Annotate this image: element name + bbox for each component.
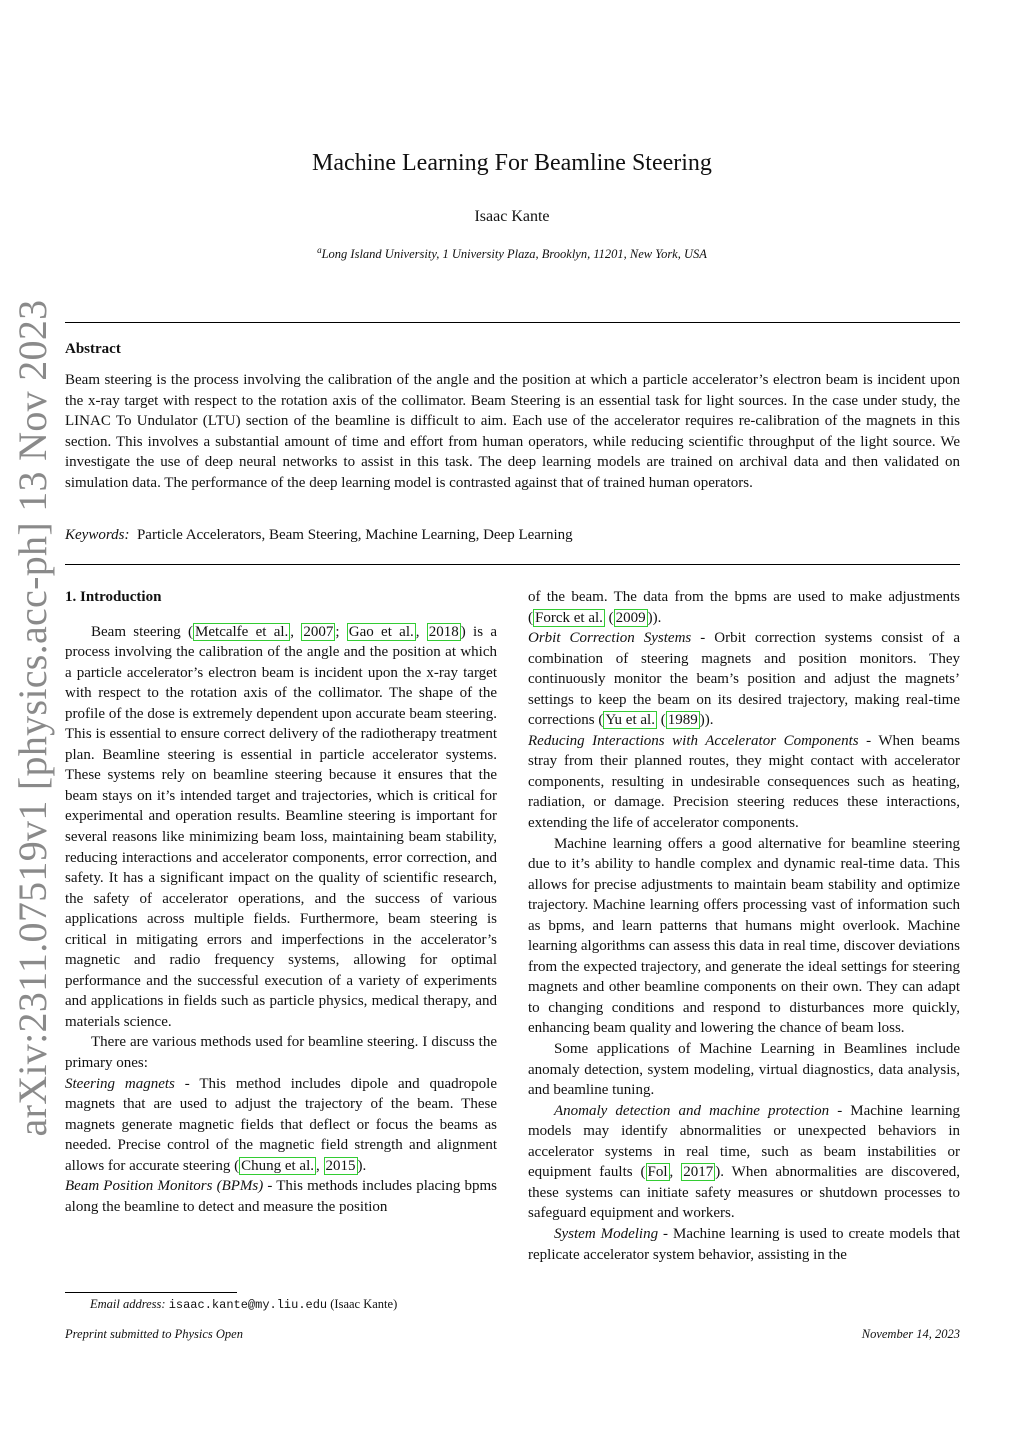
citation-link[interactable]: Forck et al. xyxy=(535,609,603,626)
citation-link[interactable]: Metcalfe et al. xyxy=(195,623,289,640)
anomaly-detection-paragraph: Anomaly detection and machine protection - Machine learning models may identify abnormalities or unexpected behaviors in accelerator systems in real time, such as beam instabilities or equipment faults ( Fol , 2017 ). When abnormalities are discovered, these systems can initiate safety measures or shutdown processes to safeguard equipment and workers. xyxy=(528,1102,961,1222)
citation-link[interactable]: 2018 xyxy=(428,623,459,640)
footer-left: Preprint submitted to Physics Open xyxy=(65,1327,243,1341)
abstract-body: Beam steering is the process involving the calibration of the angle and the position at which a particle accelerator’s electron beam is incident upon the x-ray target with respect to the rotation axis of the collimator. Beam Steering is an essential task for light sources. In the case under study, the LINAC To Undulator (LTU) section of the beamline is difficult to aim. Each use of the accelerator requires re-calibration of the magnets in this section. This involves a substantial amount of time and effort from human operators, while reducing scientific throughput of the light source. We investigate the use of deep neural networks to assist in this task. The deep learning models are trained on archival data and then validated on simulation data. The performance of the deep learning model is contrasted against that of trained human operators. xyxy=(65,372,960,491)
affiliation-marker: a xyxy=(317,245,322,255)
intro-paragraph-2: There are various methods used for beamline steering. I discuss the primary ones: xyxy=(65,1034,497,1072)
keywords xyxy=(65,527,573,544)
author-name: Isaac Kante xyxy=(474,208,550,225)
citation-link[interactable]: 2007 xyxy=(303,623,334,640)
footnote: Email address: isaac.kante@my.liu.edu (Isaac Kante) xyxy=(90,1297,398,1312)
citation-link[interactable]: Fol xyxy=(647,1164,668,1181)
footnote-rule xyxy=(65,1292,237,1293)
citation-link[interactable]: 1989 xyxy=(667,712,698,729)
paper-title: Machine Learning For Beamline Steering xyxy=(312,150,712,176)
citation-link[interactable]: 2017 xyxy=(683,1164,714,1181)
keywords-label: Keywords: xyxy=(65,527,130,543)
keywords-text: Particle Accelerators, Beam Steering, Machine Learning, Deep Learning xyxy=(136,527,573,543)
citation-link[interactable]: Gao et al. xyxy=(348,623,414,640)
bpm-paragraph: Beam Position Monitors (BPMs) - This methods includes placing bpms along the beamline to detect and measure the position xyxy=(65,1178,497,1215)
right-column xyxy=(528,587,960,1265)
section-heading-introduction: 1. Introduction xyxy=(65,589,162,605)
intro-paragraph-1: Beam steering ( Metcalfe et al. , 2007 ; Gao et al. , 2018 ) is a process involving the calibration of the angle and the position at which a particle accelerator’s electron beam is incident upon the x-ray target with respect to the rotation axis of the collimator. The shape of the profile of the dose is extremely dependent upon accurate beam steering. This is essential to ensure correct delivery of the radiotherapy treatment plan. Beamline steering is essential in particle accelerator systems. These systems rely on beamline steering because it ensures that the beam stays on it’s intended target and trajectories, which is critical for experimental and operation results. Beamline steering is important for several reasons like minimizing beam loss, maintaining beam stability, reducing interactions and accelerator components, error correction, and safety. It has a significant impact on the quality of scientific research, the safety of accelerator operations, and the success of various applications across multiple fields. Furthermore, beam steering is critical in mitigating errors and imperfections in the accelerator’s magnetic and radio frequency systems, allowing for optimal performance and the successful execution of a variety of experiments and applications in fields such as particle physics, medical therapy, and materials science. xyxy=(65,623,497,1030)
citation-link[interactable]: Yu et al. xyxy=(605,712,655,729)
affiliation-text: Long Island University, 1 University Plaza, Brooklyn, 11201, New York, USA xyxy=(321,247,707,262)
abstract-bottom-rule xyxy=(65,564,960,565)
bpm-continuation: of the beam. The data from the bpms are used to make adjustments ( Forck et al. ( 2009 )). xyxy=(528,589,960,626)
top-rule xyxy=(65,322,960,323)
left-column xyxy=(65,587,497,1217)
abstract-heading: Abstract xyxy=(65,341,121,357)
orbit-correction-paragraph: Orbit Correction Systems - Orbit correction systems consist of a combination of steering magnets and position monitors. They continuously monitor the beam’s position and adjust the magnets’ settings to keep the beam on its desired trajectory, making real-time corrections ( Yu et al. ( 1989 )). xyxy=(528,630,960,729)
citation-link[interactable]: Chung et al. xyxy=(241,1157,314,1174)
citation-link[interactable]: 2009 xyxy=(615,609,646,626)
arxiv-identifier[interactable]: arXiv:2311.07519v1 [physics.acc-ph] 13 Nov 2023 xyxy=(10,299,55,1137)
affiliation xyxy=(0,245,1024,262)
reducing-interactions-paragraph: Reducing Interactions with Accelerator Components - When beams stray from their planned routes, they might contact with accelerator components, resulting in undesirable consequences such as heating, radiation, or damage. Precision steering reduces these interactions, extending the life of accelerator components. xyxy=(528,732,960,832)
footer-date: November 14, 2023 xyxy=(861,1327,960,1341)
ml-paragraph: Machine learning offers a good alternative for beamline steering due to it’s ability to handle complex and dynamic real-time data. This allows for precise adjustments to maintain beam stability and optimize trajectory. Machine learning offers processing vast of information such as bpms, and learn patterns that humans might overlook. Machine learning algorithms can assess this data in real time, discover deviations from the expected trajectory, and generate the ideal settings for steering magnets and other beamline components on their own. They can adapt to changing conditions and respond to disturbances more quickly, enhancing beam quality and lowering the chance of beam loss. xyxy=(528,835,960,1037)
steering-magnets-paragraph: Steering magnets - This method includes dipole and quadropole magnets that are used to adjust the trajectory of the beam. These magnets generate magnetic fields that deflect or focus the beams as needed. Precise control of the magnetic field strength and alignment allows for accurate steering ( Chung et al. , 2015 ). xyxy=(65,1075,497,1174)
system-modeling-paragraph: System Modeling - Machine learning is used to create models that replicate accelerator system behavior, assisting in the xyxy=(528,1225,961,1263)
applications-paragraph: Some applications of Machine Learning in Beamlines include anomaly detection, system modeling, virtual diagnostics, data analysis, and beamline tuning. xyxy=(528,1041,960,1099)
citation-link[interactable]: 2015 xyxy=(325,1157,356,1174)
email-link[interactable]: isaac.kante@my.liu.edu xyxy=(168,1298,328,1312)
